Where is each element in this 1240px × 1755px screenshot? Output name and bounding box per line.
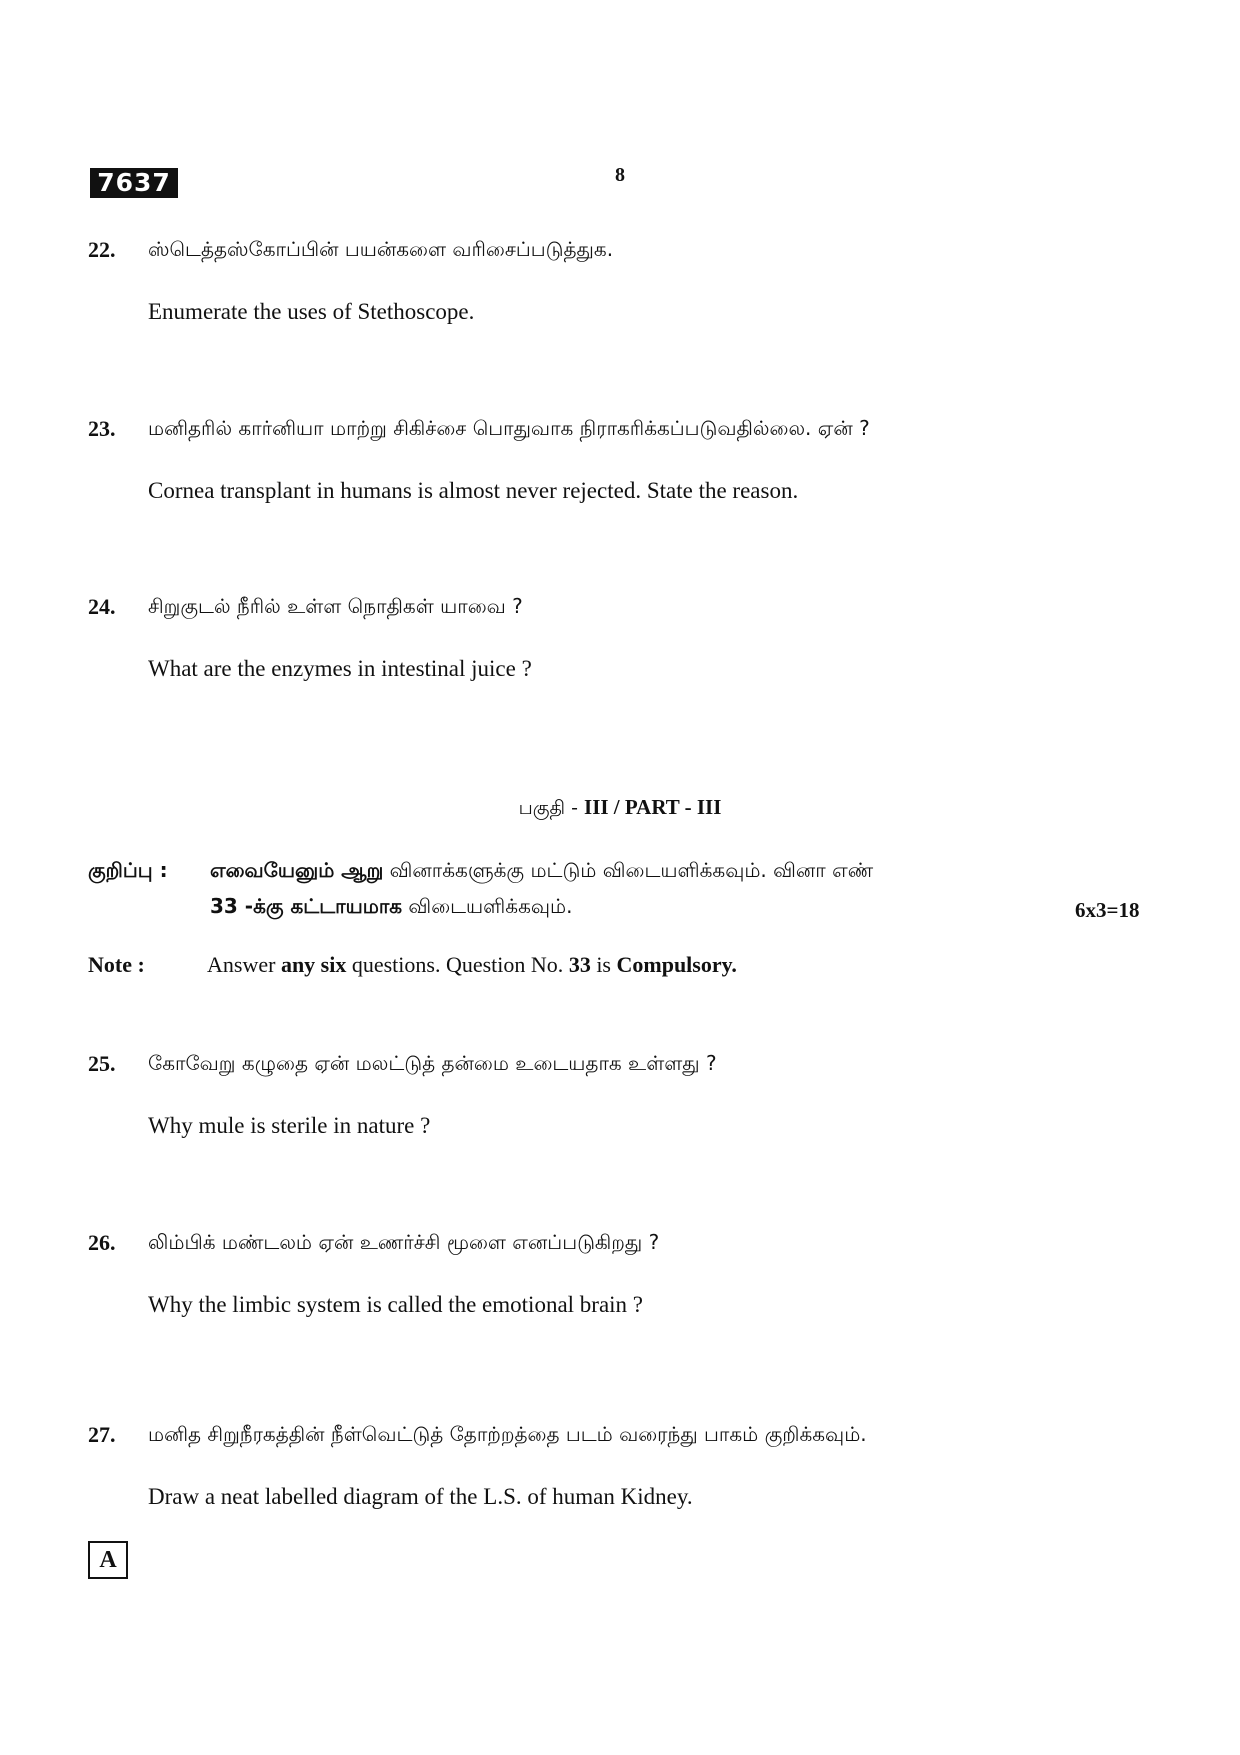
question-text-english: Why the limbic system is called the emotional brain ? (148, 1292, 644, 1317)
question-number: 22. (88, 237, 116, 262)
question-text-tamil: கோவேறு கழுதை ஏன் மலட்டுத் தன்மை உடையதாக உள்ளது ? (148, 1051, 717, 1075)
paper-code-badge: 7637 (90, 168, 178, 198)
marks-allocation: 6x3=18 (1075, 898, 1140, 922)
question-text-tamil: ஸ்டெத்தஸ்கோப்பின் பயன்களை வரிசைப்படுத்துக. (148, 237, 614, 261)
note-tamil-line1 (210, 858, 873, 885)
note-label-english: Note : (88, 952, 145, 977)
question-number: 26. (88, 1230, 116, 1255)
question-text-english: What are the enzymes in intestinal juice ? (148, 656, 532, 681)
note-english-text (207, 952, 737, 978)
note-text: Answer (207, 952, 281, 977)
question-text-english: Draw a neat labelled diagram of the L.S. of human Kidney. (148, 1484, 693, 1509)
part-title-tamil: பகுதி - (518, 797, 585, 819)
question-number: 25. (88, 1051, 116, 1076)
paper-version-box: A (88, 1541, 128, 1579)
note-tamil-emphasis: எவையேனும் ஆறு (210, 858, 384, 882)
question-number: 24. (88, 594, 116, 619)
question-text-tamil: மனித சிறுநீரகத்தின் நீள்வெட்டுத் தோற்றத்தை படம் வரைந்து பாகம் குறிக்கவும். (148, 1422, 867, 1446)
part-title-english: III / PART - III (584, 795, 722, 819)
page-number: 8 (615, 164, 625, 186)
note-tamil-line2 (210, 894, 572, 921)
question-number: 23. (88, 416, 116, 441)
note-text: is (590, 952, 617, 977)
question-text-english: Why mule is sterile in nature ? (148, 1113, 431, 1138)
note-text: questions. Question No. (346, 952, 569, 977)
note-tamil-emphasis: 33 -க்கு கட்டாயமாக (210, 894, 403, 918)
note-tamil-text: வினாக்களுக்கு மட்டும் விடையளிக்கவும். வினா எண் (383, 858, 874, 882)
question-text-tamil: லிம்பிக் மண்டலம் ஏன் உணர்ச்சி மூளை எனப்படுகிறது ? (148, 1230, 660, 1254)
question-text-tamil: மனிதரில் கார்னியா மாற்று சிகிச்சை பொதுவாக நிராகரிக்கப்படுவதில்லை. ஏன் ? (148, 416, 870, 440)
question-text-english: Enumerate the uses of Stethoscope. (148, 299, 475, 324)
question-text-english: Cornea transplant in humans is almost never rejected. State the reason. (148, 478, 799, 503)
note-tamil-text: விடையளிக்கவும். (402, 894, 573, 918)
note-emphasis: Compulsory. (616, 952, 737, 977)
note-emphasis: any six (280, 952, 347, 977)
part-title (0, 795, 1240, 822)
note-label-tamil: குறிப்பு : (88, 858, 168, 882)
question-text-tamil: சிறுகுடல் நீரில் உள்ள நொதிகள் யாவை ? (148, 594, 523, 618)
question-number: 27. (88, 1422, 116, 1447)
note-emphasis: 33 (568, 952, 591, 977)
